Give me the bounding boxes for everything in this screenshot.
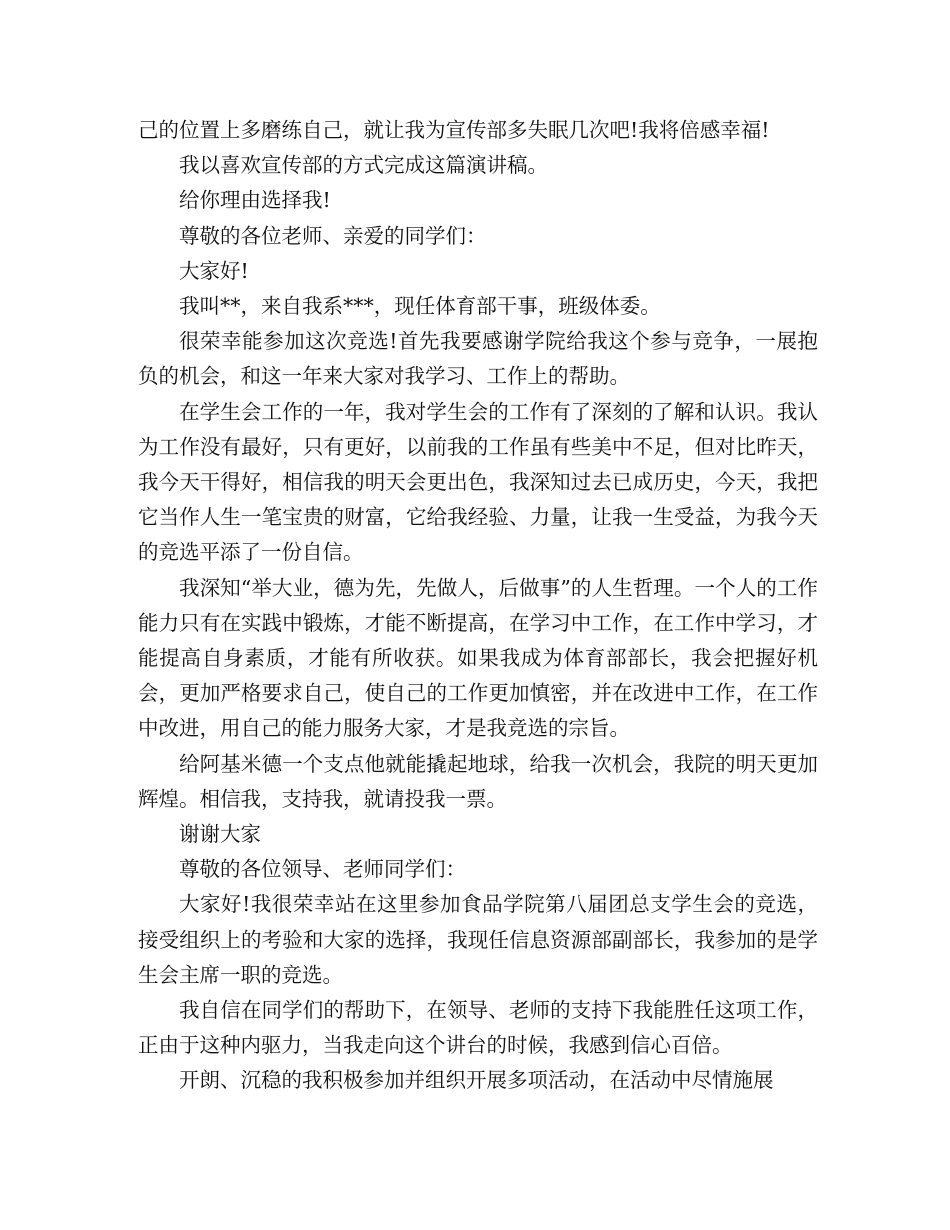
paragraph: 己的位置上多磨练自己，就让我为宣传部多失眠几次吧!我将倍感幸福! <box>138 118 770 142</box>
paragraph: 在学生会工作的一年，我对学生会的工作有了深刻的了解和认识。我认为工作没有最好，只有更好，以前我的工作虽有些美中不足，但对比昨天，我今天干得好，相信我的明天会更出色，我深知过去已成历史，今天，我把它当作人生一笔宝贵的财富，它给我经验、力量，让我一生受益，为我今天的竞选平添了一份自信。 <box>138 399 818 565</box>
paragraph: 尊敬的各位老师、亲爱的同学们： <box>179 223 487 248</box>
paragraph: 很荣幸能参加这次竞选!首先我要感谢学院给我这个参与竞争，一展抱负的机会，和这一年来大家对我学习、工作上的帮助。 <box>138 329 818 389</box>
paragraph: 我叫**，来自我系***，现任体育部干事，班级体委。 <box>179 294 661 319</box>
paragraph: 我自信在同学们的帮助下，在领导、老师的支持下我能胜任这项工作，正由于这种内驱力，当我走向这个讲台的时候，我感到信心百倍。 <box>138 998 818 1058</box>
paragraph: 给你理由选择我! <box>179 188 331 213</box>
document-page <box>138 113 818 1099</box>
paragraph: 我以喜欢宣传部的方式完成这篇演讲稿。 <box>179 153 548 178</box>
paragraph: 开朗、沉稳的我积极参加并组织开展多项活动，在活动中尽情施展 <box>179 1068 774 1093</box>
paragraph: 给阿基米德一个支点他就能撬起地球，给我一次机会，我院的明天更加辉煌。相信我，支持我，就请投我一票。 <box>138 751 818 811</box>
paragraph: 大家好!我很荣幸站在这里参加食品学院第八届团总支学生会的竞选，接受组织上的考验和大家的选择，我现任信息资源部副部长，我参加的是学生会主席一职的竞选。 <box>138 892 818 987</box>
paragraph: 尊敬的各位领导、老师同学们： <box>179 857 466 882</box>
paragraph: 我深知“举大业，德为先，先做人，后做事”的人生哲理。一个人的工作能力只有在实践中锻炼，才能不断提高，在学习中工作，在工作中学习，才能提高自身素质，才能有所收获。如果我成为体育部部长，我会把握好机会，更加严格要求自己，使自己的工作更加慎密，并在改进中工作，在工作中改进，用自己的能力服务大家，才是我竞选的宗旨。 <box>138 575 818 741</box>
paragraph: 谢谢大家 <box>179 822 261 847</box>
paragraph: 大家好! <box>179 258 249 283</box>
